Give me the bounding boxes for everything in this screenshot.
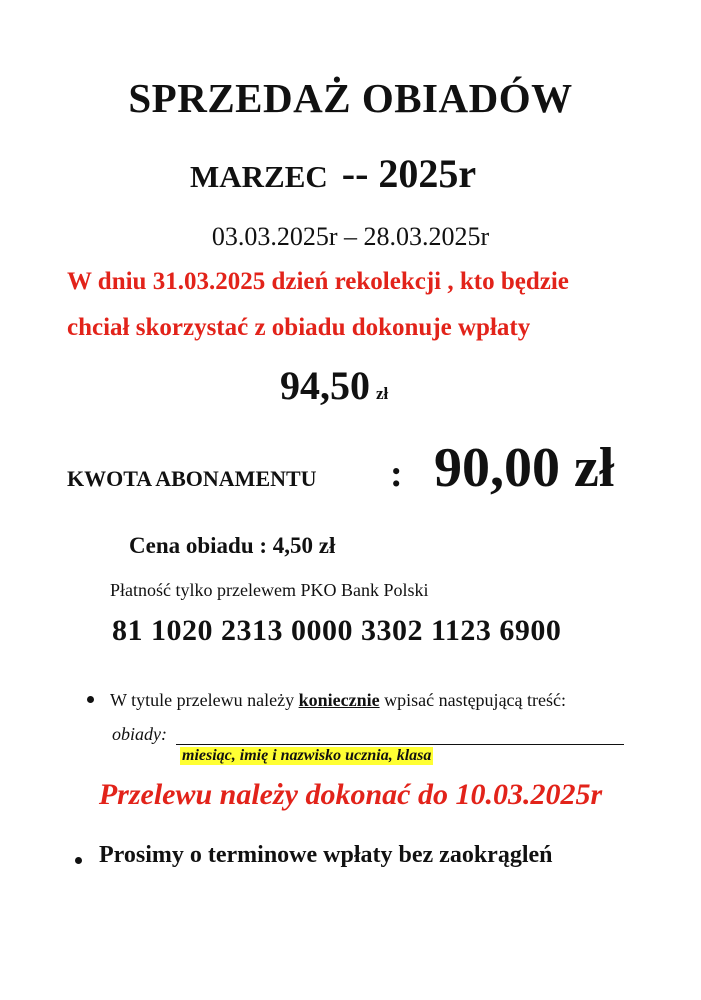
- date-range: 03.03.2025r – 28.03.2025r: [211, 222, 490, 251]
- alternative-amount-currency: zł: [376, 384, 389, 403]
- payment-note: Płatność tylko przelewem PKO Bank Polski: [110, 580, 429, 600]
- notice-line-2: chciał skorzystać z obiadu dokonuje wpłaty: [67, 314, 531, 341]
- subscription-label: KWOTA ABONAMENTU: [67, 466, 317, 491]
- transfer-title-before: W tytule przelewu należy: [110, 690, 299, 710]
- year-label: -- 2025r: [341, 151, 477, 196]
- month-heading: [190, 150, 476, 197]
- transfer-field-label: obiady:: [112, 724, 167, 744]
- fill-in-line: [176, 744, 624, 745]
- alternative-amount: [280, 362, 388, 409]
- meal-price: Cena obiadu : 4,50 zł: [129, 533, 336, 558]
- transfer-title-emphasis: koniecznie: [298, 690, 380, 710]
- month-label: MARZEC: [190, 159, 328, 194]
- subscription-amount: 90,00 zł: [434, 437, 615, 499]
- alternative-amount-value: 94,50: [280, 363, 370, 408]
- final-note: [75, 842, 552, 869]
- account-number: 81 1020 2313 0000 3302 1123 6900: [112, 614, 562, 647]
- transfer-title-instruction: [87, 690, 566, 711]
- bullet-icon: [75, 857, 82, 864]
- final-note-text: Prosimy o terminowe wpłaty bez zaokrągleń: [99, 842, 553, 868]
- payment-deadline: Przelewu należy dokonać do 10.03.2025r: [98, 778, 603, 811]
- page-title: SPRZEDAŻ OBIADÓW: [128, 75, 573, 121]
- bullet-icon: [87, 696, 94, 703]
- transfer-title-after: wpisać następującą treść:: [379, 690, 567, 710]
- notice-line-1: W dniu 31.03.2025 dzień rekolekcji , kto będzie: [67, 268, 569, 295]
- transfer-field-hint: miesiąc, imię i nazwisko ucznia, klasa: [182, 747, 432, 764]
- subscription-colon: :: [390, 453, 403, 495]
